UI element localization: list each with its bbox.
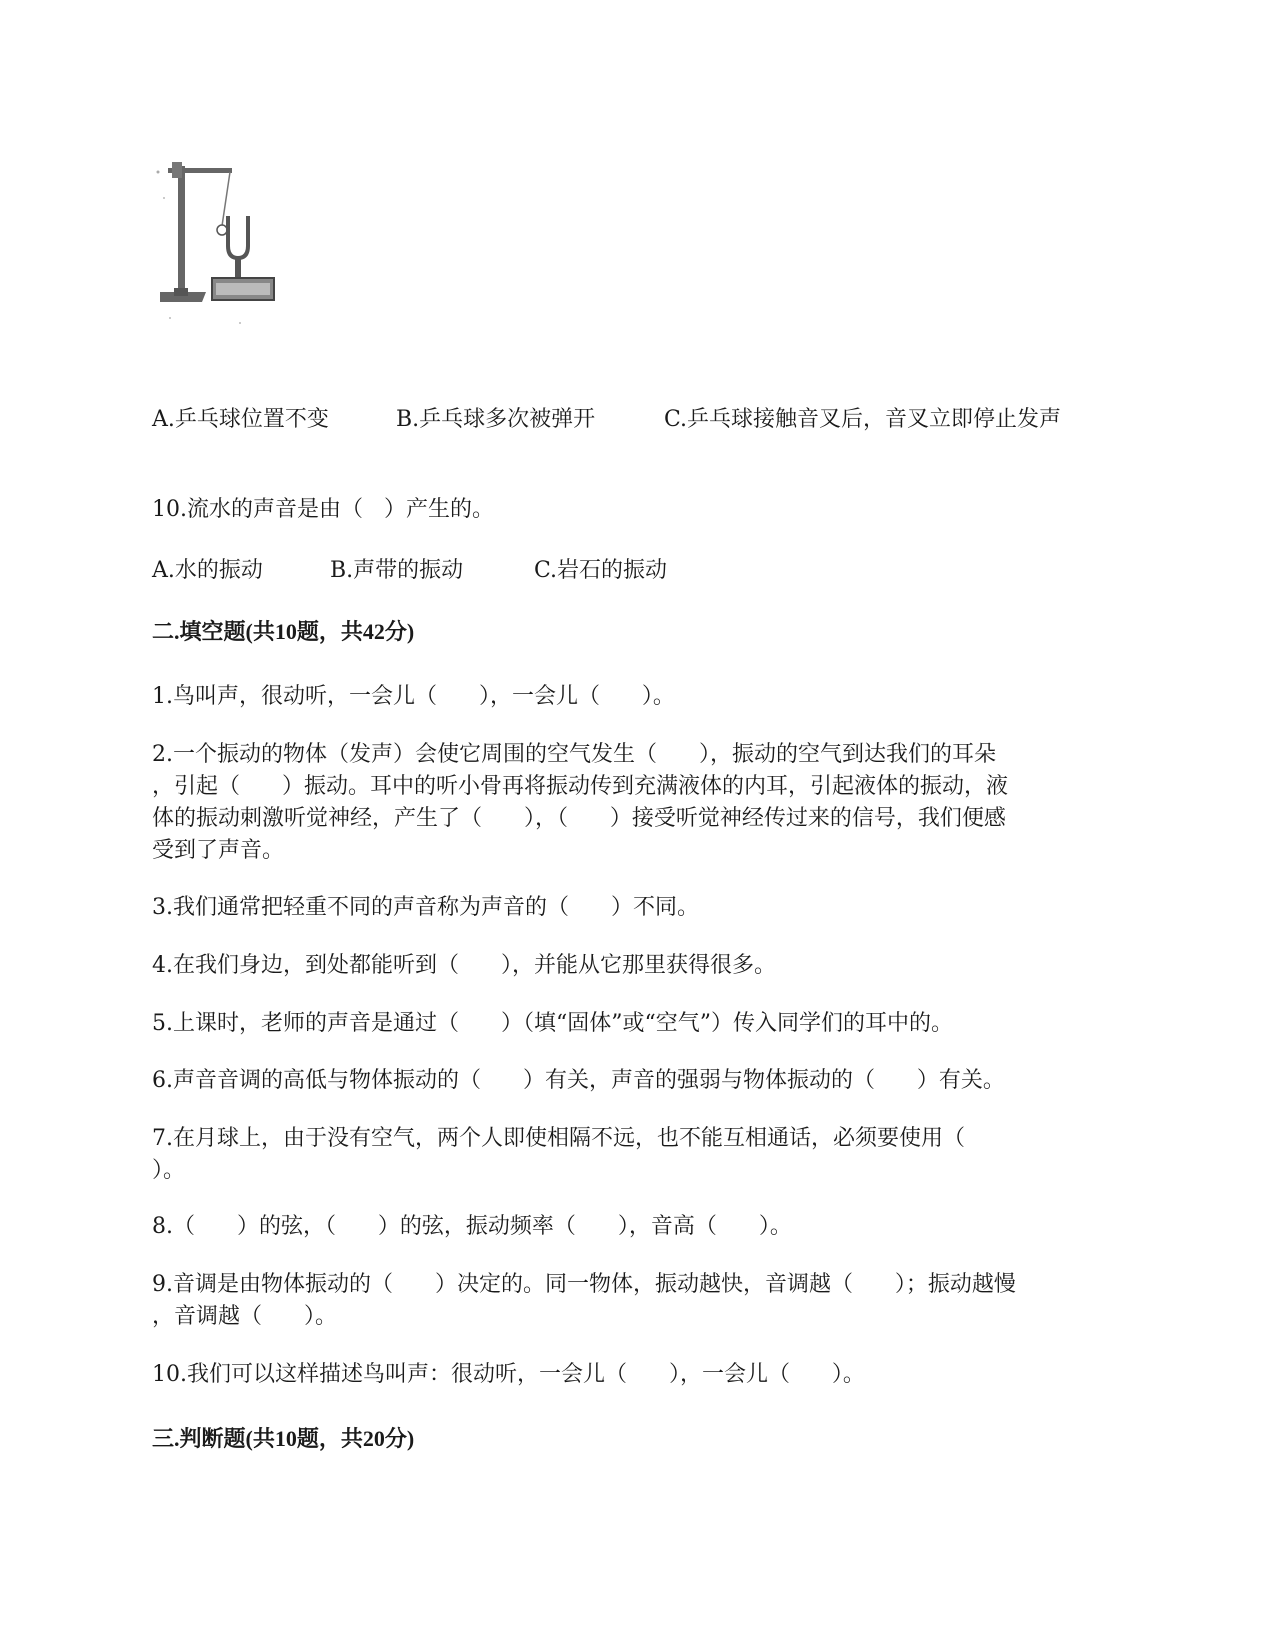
tuning-fork-figure bbox=[150, 158, 290, 338]
s2-q6: 6.声音音调的高低与物体振动的（ ）有关，声音的强弱与物体振动的（ ）有关。 bbox=[152, 1068, 1005, 1093]
s2-q9-line1: 9.音调是由物体振动的（ ）决定的。同一物体，振动越快，音调越（ ）；振动越慢 bbox=[152, 1272, 1016, 1297]
q9-option-b: B.乒乓球多次被弹开 bbox=[396, 407, 596, 432]
s2-q3: 3.我们通常把轻重不同的声音称为声音的（ ）不同。 bbox=[152, 895, 699, 920]
q10-stem: 10.流水的声音是由（ ）产生的。 bbox=[152, 497, 494, 522]
s2-q1: 1.鸟叫声，很动听，一会儿（ ），一会儿（ ）。 bbox=[152, 684, 675, 709]
s2-q5: 5.上课时，老师的声音是通过（ ）（填“固体”或“空气”）传入同学们的耳中的。 bbox=[152, 1011, 953, 1036]
s2-q4: 4.在我们身边，到处都能听到（ ），并能从它那里获得很多。 bbox=[152, 953, 776, 978]
q10-option-a: A.水的振动 bbox=[152, 558, 263, 583]
q9-option-c: C.乒乓球接触音叉后，音叉立即停止发声 bbox=[664, 407, 1062, 432]
s2-q10: 10.我们可以这样描述鸟叫声：很动听，一会儿（ ），一会儿（ ）。 bbox=[152, 1362, 865, 1387]
s2-q2-line1: 2.一个振动的物体（发声）会使它周围的空气发生（ ），振动的空气到达我们的耳朵 bbox=[152, 742, 996, 767]
q10-option-c: C.岩石的振动 bbox=[534, 558, 668, 583]
section2-heading: 二.填空题(共10题，共42分) bbox=[152, 619, 415, 644]
s2-q7-line1: 7.在月球上，由于没有空气，两个人即使相隔不远，也不能互相通话，必须要使用（ bbox=[152, 1126, 965, 1151]
s2-q2-line3: 体的振动刺激听觉神经，产生了（ ），（ ）接受听觉神经传过来的信号，我们便感 bbox=[152, 806, 1006, 831]
s2-q9-line2: ，音调越（ ）。 bbox=[152, 1304, 337, 1329]
s2-q2-line4: 受到了声音。 bbox=[152, 838, 285, 863]
section3-heading: 三.判断题(共10题，共20分) bbox=[152, 1426, 415, 1451]
s2-q8: 8.（ ）的弦，（ ）的弦，振动频率（ ），音高（ ）。 bbox=[152, 1214, 792, 1239]
q9-option-a: A.乒乓球位置不变 bbox=[152, 407, 329, 432]
q10-option-b: B.声带的振动 bbox=[330, 558, 464, 583]
s2-q7-line2: ）。 bbox=[152, 1158, 186, 1183]
s2-q2-line2: ，引起（ ）振动。耳中的听小骨再将振动传到充满液体的内耳，引起液体的振动，液 bbox=[152, 774, 1008, 799]
